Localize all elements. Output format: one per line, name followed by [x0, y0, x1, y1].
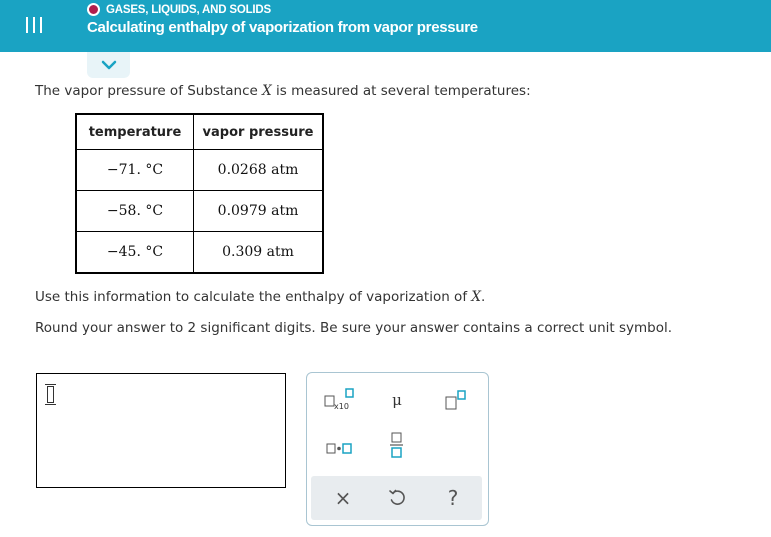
x10-label: x10 — [334, 402, 349, 411]
instruction-text: Use this information to calculate the enthalpy of vaporization of — [35, 289, 472, 305]
undo-icon — [388, 489, 406, 507]
pressure-cell: 0.309 atm — [194, 232, 324, 274]
answer-input[interactable] — [36, 373, 286, 488]
collapse-header-button[interactable] — [87, 52, 130, 78]
table-header-row — [76, 114, 323, 150]
instruction-calculate — [35, 289, 485, 305]
vapor-pressure-table — [75, 113, 324, 274]
prompt-text-end: is measured at several temperatures: — [271, 83, 531, 99]
multiply-dot-icon — [324, 438, 354, 458]
superscript-icon — [440, 388, 470, 412]
menu-button[interactable] — [22, 10, 48, 40]
palette-action-bar — [311, 476, 482, 520]
prompt-text: The vapor pressure of Substance — [35, 83, 263, 99]
question-prompt — [35, 83, 531, 99]
mu-button[interactable]: μ — [392, 391, 402, 409]
temperature-cell: −58. °C — [76, 191, 194, 232]
substance-variable: X — [262, 83, 272, 99]
instruction-text-end: . — [481, 289, 486, 305]
fraction-button[interactable] — [377, 430, 417, 460]
multiply-dot-button[interactable] — [319, 433, 359, 463]
instruction-round: Round your answer to 2 significant digits. Be sure your answer contains a correct unit symbol. — [35, 320, 673, 336]
times-ten-exponent-icon — [322, 388, 356, 412]
pressure-cell: 0.0979 atm — [194, 191, 324, 232]
chevron-down-icon — [101, 60, 117, 70]
temperature-cell: −45. °C — [76, 232, 194, 274]
clear-button[interactable]: × — [334, 486, 352, 510]
topic-status-dot — [87, 3, 100, 16]
hamburger-icon — [26, 17, 44, 33]
fraction-icon — [387, 431, 407, 459]
column-header-temperature: temperature — [76, 114, 194, 150]
top-header — [0, 0, 771, 52]
column-header-vapor-pressure: vapor pressure — [194, 114, 324, 150]
undo-button[interactable] — [377, 483, 417, 513]
temperature-cell: −71. °C — [76, 150, 194, 191]
page-title: Calculating enthalpy of vaporization from vapor pressure — [87, 19, 478, 36]
topic-label: GASES, LIQUIDS, AND SOLIDS — [106, 3, 271, 16]
times-ten-exponent-button[interactable] — [319, 385, 359, 415]
table-row — [76, 232, 323, 274]
help-button[interactable]: ? — [447, 486, 459, 510]
table-row — [76, 191, 323, 232]
instruction-variable: X — [471, 289, 481, 305]
pressure-cell: 0.0268 atm — [194, 150, 324, 191]
table-row — [76, 150, 323, 191]
text-cursor-icon — [47, 386, 54, 403]
topic-row — [87, 3, 271, 16]
math-palette — [306, 372, 489, 526]
superscript-button[interactable] — [435, 385, 475, 415]
